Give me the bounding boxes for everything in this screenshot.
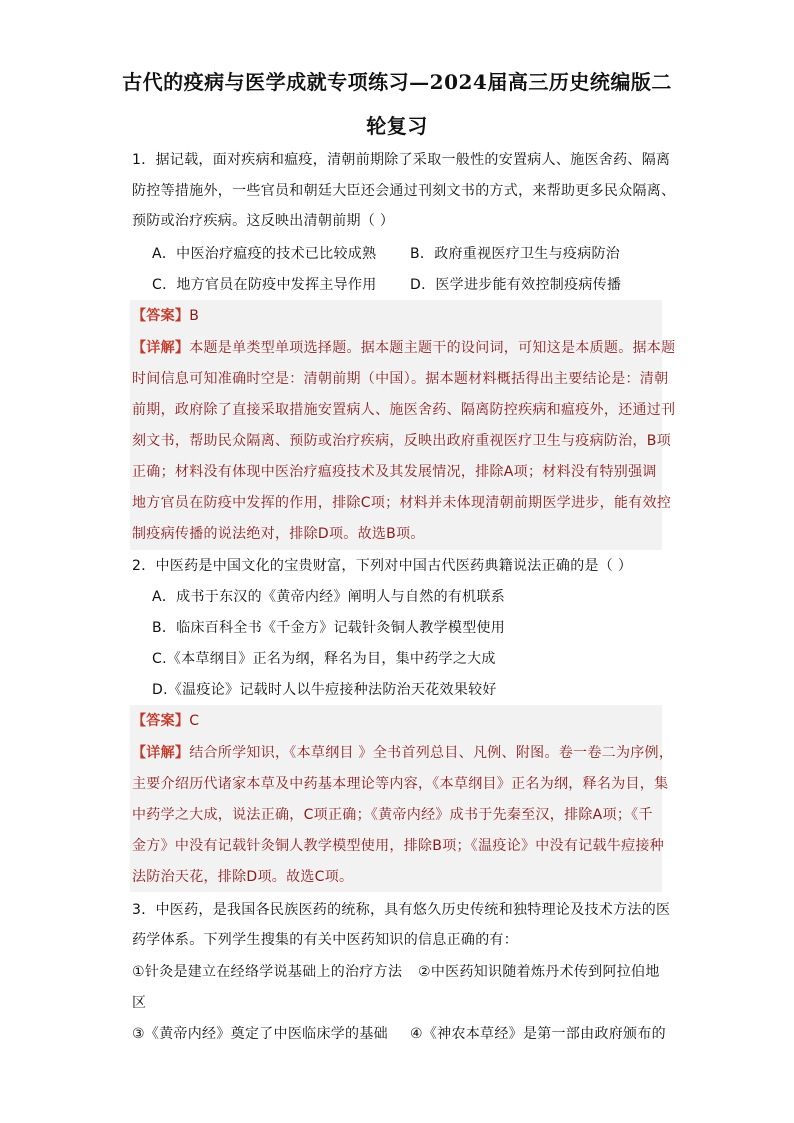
q2-option-c: C.《本草纲目》正名为纲，释名为目，集中药学之大成 bbox=[152, 651, 496, 667]
q1-detail-line-1: 【详解】本题是单类型单项选择题。据本题主题干的设问词，可知这是本质题。据本题 bbox=[132, 340, 676, 356]
q1-stem-line-2: 防控等措施外，一些官员和朝廷大臣还会通过刊刻文书的方式，来帮助更多民众隔离、 bbox=[132, 183, 676, 199]
q2-detail-line-1: 【详解】结合所学知识，《本草纲目 》全书首列总目、凡例、附图。卷一卷二为序例， bbox=[132, 745, 674, 761]
q1-stem-line-1: 1．据记载，面对疾病和瘟疫，清朝前期除了采取一般性的安置病人、施医舍药、隔离 bbox=[132, 152, 671, 168]
q2-answer bbox=[132, 711, 199, 731]
q2-detail-label: 【详解】 bbox=[132, 745, 190, 761]
q2-option-b: B．临床百科全书《千金方》记载针灸铜人教学模型使用 bbox=[152, 620, 506, 636]
q1-detail-line-3: 前期，政府除了直接采取措施安置病人、施医舍药、隔离防控疾病和瘟疫外，还通过刊 bbox=[132, 402, 676, 418]
q1-answer-value: B bbox=[189, 308, 200, 324]
q1-detail-line-4: 刻文书，帮助民众隔离、预防或治疗疾病，反映出政府重视医疗卫生与疫病防治，B项 bbox=[132, 433, 672, 449]
q2-option-a: A．成书于东汉的《黄帝内经》阐明人与自然的有机联系 bbox=[152, 589, 506, 605]
q3-item-3: ③《黄帝内经》奠定了中医临床学的基础 bbox=[132, 1026, 388, 1042]
page-title: 古代的疫病与医学成就专项练习—2024届高三历史统编版二 bbox=[122, 70, 672, 94]
q1-option-a: A．中医治疗瘟疫的技术已比较成熟 bbox=[152, 246, 377, 262]
q1-detail-line-7: 制疫病传播的说法绝对，排除D项。故选B项。 bbox=[132, 526, 425, 542]
q3-item-2-continuation: 区 bbox=[132, 995, 147, 1011]
page-title-continuation: 轮复习 bbox=[366, 114, 428, 138]
q1-stem-line-3: 预防或治疗疾病。这反映出清朝前期（ ） bbox=[132, 213, 395, 229]
q1-detail-line-6: 地方官员在防疫中发挥的作用，排除C项；材料并未体现清朝前期医学进步，能有效控 bbox=[132, 495, 672, 511]
q1-answer bbox=[132, 306, 199, 326]
q1-option-c: C．地方官员在防疫中发挥主导作用 bbox=[152, 277, 377, 293]
q2-detail-line-5: 法防治天花，排除D项。故选C项。 bbox=[132, 869, 354, 885]
q1-detail-label: 【详解】 bbox=[132, 340, 190, 356]
q2-answer-value: C bbox=[189, 713, 200, 729]
q2-answer-label: 【答案】 bbox=[132, 713, 190, 729]
q3-item-2: ②中医药知识随着炼丹术传到阿拉伯地 bbox=[418, 964, 660, 980]
q2-detail-line-3: 中药学之大成，说法正确，C项正确；《黄帝内经》成书于先秦至汉，排除A项；《千 bbox=[132, 807, 653, 823]
q1-option-d: D．医学进步能有效控制疫病传播 bbox=[410, 277, 622, 293]
q2-answer-block bbox=[130, 705, 665, 892]
q3-item-4: ④《神农本草经》是第一部由政府颁布的 bbox=[410, 1026, 666, 1042]
q3-stem-line-2: 药学体系。下列学生搜集的有关中医药知识的信息正确的有： bbox=[132, 932, 519, 948]
q2-detail-line-4: 金方》中没有记载针灸铜人教学模型使用，排除B项；《温疫论》中没有记载牛痘接种 bbox=[132, 838, 665, 854]
q1-option-b: B．政府重视医疗卫生与疫病防治 bbox=[410, 246, 621, 262]
q2-option-d: D.《温疫论》记载时人以牛痘接种法防治天花效果较好 bbox=[152, 682, 497, 698]
q2-stem: 2．中医药是中国文化的宝贵财富，下列对中国古代医药典籍说法正确的是（ ） bbox=[132, 558, 633, 574]
q3-stem-line-1: 3．中医药，是我国各民族医药的统称，具有悠久历史传统和独特理论及技术方法的医 bbox=[132, 902, 671, 918]
q1-answer-label: 【答案】 bbox=[132, 308, 190, 324]
q1-detail-line-5: 正确；材料没有体现中医治疗瘟疫技术及其发展情况，排除A项；材料没有特别强调 bbox=[132, 464, 657, 480]
q1-detail-line-2: 时间信息可知准确时空是：清朝前期（中国）。据本题材料概括得出主要结论是：清朝 bbox=[132, 371, 669, 387]
q3-item-1: ①针灸是建立在经络学说基础上的治疗方法 bbox=[132, 964, 403, 980]
q2-detail-line-2: 主要介绍历代诸家本草及中药基本理论等内容，《本草纲目》正名为纲，释名为目，集 bbox=[132, 776, 669, 792]
